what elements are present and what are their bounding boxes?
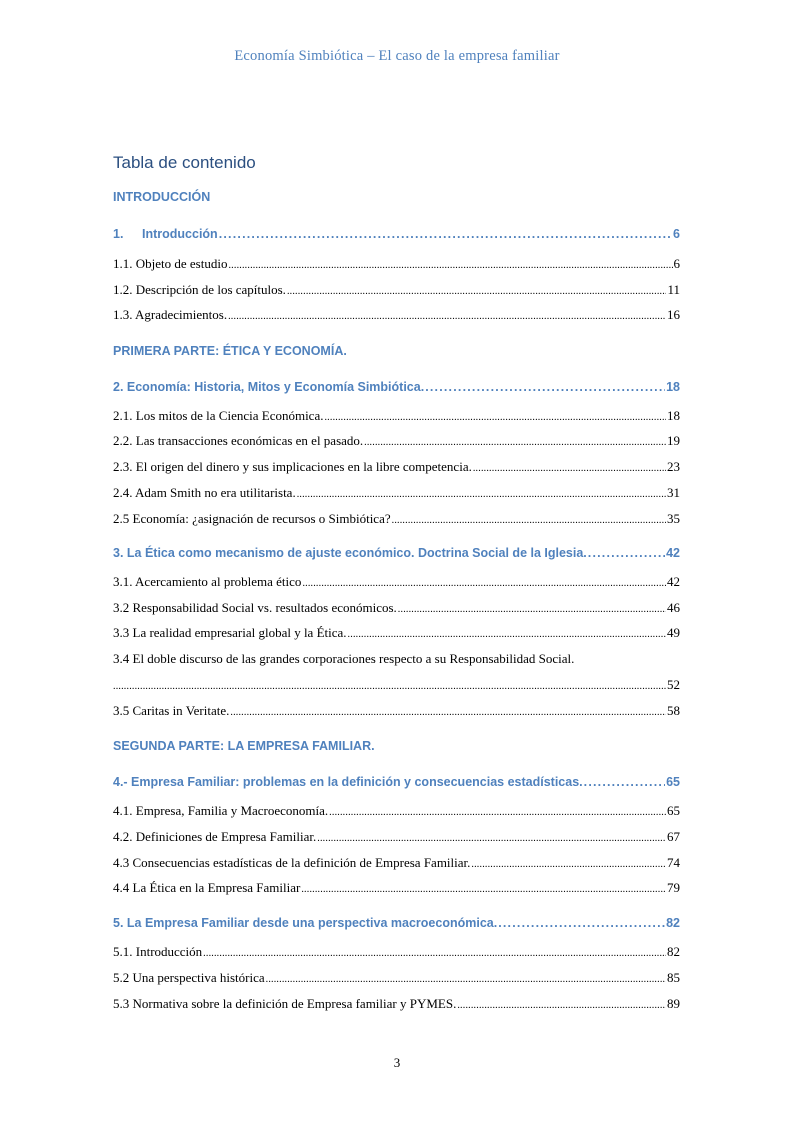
toc-entry-label: 1.1. Objeto de estudio xyxy=(113,256,228,271)
toc-entry-page: 65 xyxy=(666,775,680,789)
toc-entry-label: 3. La Ética como mecanismo de ajuste económico. Doctrina Social de la Iglesia. xyxy=(113,546,587,560)
toc-entry-2-2[interactable] xyxy=(113,433,680,451)
toc-entry-label: 3.2 Responsabilidad Social vs. resultados económicos. xyxy=(113,600,397,615)
toc-entry-page: 89 xyxy=(667,996,680,1011)
toc-title: Tabla de contenido xyxy=(113,153,256,172)
toc-entry-page: 11 xyxy=(667,282,680,297)
toc-entry-page: 6 xyxy=(673,227,680,241)
toc-entry-ch2[interactable] xyxy=(113,380,680,398)
part-heading-primera: PRIMERA PARTE: ÉTICA Y ECONOMÍA. xyxy=(113,344,347,358)
toc-entry-4-1[interactable] xyxy=(113,803,680,821)
toc-entry-page: 82 xyxy=(666,916,680,930)
toc-entry-4-3[interactable] xyxy=(113,855,680,873)
toc-entry-5-3[interactable] xyxy=(113,996,680,1014)
toc-entry-3-4-title[interactable] xyxy=(113,651,680,669)
toc-entry-page: 42 xyxy=(666,546,680,560)
toc-entry-label: 3.3 La realidad empresarial global y la Ética. xyxy=(113,625,347,640)
toc-entry-1-3[interactable] xyxy=(113,307,680,325)
toc-entry-page: 58 xyxy=(667,703,680,718)
toc-entry-page: 65 xyxy=(667,803,680,818)
dot-leader xyxy=(457,1000,666,1011)
toc-entry-page: 49 xyxy=(667,625,680,640)
toc-entry-label: 1.3. Agradecimientos. xyxy=(113,307,228,322)
toc-entry-label: 3.5 Caritas in Veritate. xyxy=(113,703,230,718)
toc-entry-label: 4.3 Consecuencias estadísticas de la definición de Empresa Familiar. xyxy=(113,855,471,870)
toc-entry-5-2[interactable] xyxy=(113,970,680,988)
toc-entry-4-4[interactable] xyxy=(113,880,680,898)
dot-leader xyxy=(230,707,666,718)
dot-leader xyxy=(203,948,666,959)
toc-entry-3-3[interactable] xyxy=(113,625,680,643)
toc-entry-label xyxy=(113,227,218,241)
dot-leader xyxy=(302,578,666,589)
toc-entry-label: 3.4 El doble discurso de las grandes corporaciones respecto a su Responsabilidad Social. xyxy=(113,651,575,666)
dot-leader xyxy=(471,859,666,870)
toc-entry-page: 18 xyxy=(667,408,680,423)
toc-entry-label: 5.3 Normativa sobre la definición de Empresa familiar y PYMES. xyxy=(113,996,457,1011)
toc-entry-ch4[interactable] xyxy=(113,775,680,793)
dot-leader xyxy=(317,833,666,844)
toc-entry-2-4[interactable] xyxy=(113,485,680,503)
toc-entry-label: 4.- Empresa Familiar: problemas en la definición y consecuencias estadísticas. xyxy=(113,775,583,789)
toc-entry-label: 1.2. Descripción de los capítulos. xyxy=(113,282,286,297)
toc-entry-label: 2. Economía: Historia, Mitos y Economía Simbiótica. xyxy=(113,380,425,394)
toc-entry-ch5[interactable] xyxy=(113,916,680,934)
dot-leader xyxy=(287,286,667,297)
dot-leader xyxy=(398,604,666,615)
toc-entry-label: 5.1. Introducción xyxy=(113,944,203,959)
toc-entry-page: 79 xyxy=(667,880,680,895)
dot-leader xyxy=(266,974,666,985)
dot-leader xyxy=(301,884,666,895)
running-header: Economía Simbiótica – El caso de la empresa familiar xyxy=(234,48,560,64)
toc-entry-page: 52 xyxy=(667,677,680,692)
toc-entry-label: 5.2 Una perspectiva histórica xyxy=(113,970,265,985)
toc-entry-page: 85 xyxy=(667,970,680,985)
dot-leader xyxy=(364,437,666,448)
toc-entry-5-1[interactable] xyxy=(113,944,680,962)
dot-leader xyxy=(324,412,666,423)
dot-leader xyxy=(228,260,672,271)
dot-leader xyxy=(113,681,666,692)
dot-leader xyxy=(425,380,665,394)
toc-entry-title: Introducción xyxy=(142,227,218,241)
toc-entry-label: 2.4. Adam Smith no era utilitarista. xyxy=(113,485,296,500)
toc-entry-page: 18 xyxy=(666,380,680,394)
toc-entry-2-5[interactable] xyxy=(113,511,680,529)
toc-entry-label: 2.3. El origen del dinero y sus implicaciones en la libre competencia. xyxy=(113,459,472,474)
dot-leader xyxy=(473,463,666,474)
part-heading-introduccion: INTRODUCCIÓN xyxy=(113,190,211,204)
toc-entry-label: 5. La Empresa Familiar desde una perspectiva macroeconómica. xyxy=(113,916,498,930)
toc-entry-page: 23 xyxy=(667,459,680,474)
toc-entry-ch3[interactable] xyxy=(113,546,680,564)
dot-leader xyxy=(329,807,666,818)
page-number: 3 xyxy=(393,1055,401,1070)
toc-entry-page: 31 xyxy=(667,485,680,500)
toc-entry-page: 74 xyxy=(667,855,680,870)
dot-leader xyxy=(228,311,666,322)
toc-entry-label: 4.2. Definiciones de Empresa Familiar. xyxy=(113,829,317,844)
toc-entry-label: 2.1. Los mitos de la Ciencia Económica. xyxy=(113,408,324,423)
toc-entry-page: 6 xyxy=(673,256,680,271)
toc-entry-2-3[interactable] xyxy=(113,459,680,477)
part-heading-segunda: SEGUNDA PARTE: LA EMPRESA FAMILIAR. xyxy=(113,739,375,753)
toc-entry-ch1[interactable] xyxy=(113,227,680,245)
toc-entry-1-2[interactable] xyxy=(113,282,680,300)
toc-entry-page: 82 xyxy=(667,944,680,959)
toc-entry-page: 42 xyxy=(667,574,680,589)
dot-leader xyxy=(219,227,672,241)
toc-entry-page: 35 xyxy=(667,511,680,526)
dot-leader xyxy=(588,546,665,560)
toc-entry-label: 2.2. Las transacciones económicas en el pasado. xyxy=(113,433,364,448)
dot-leader xyxy=(498,916,665,930)
dot-leader xyxy=(297,489,666,500)
toc-entry-page: 16 xyxy=(667,307,680,322)
toc-entry-page: 67 xyxy=(667,829,680,844)
toc-entry-label: 2.5 Economía: ¿asignación de recursos o Simbiótica? xyxy=(113,511,391,526)
toc-entry-number: 1. xyxy=(113,227,124,241)
toc-entry-3-2[interactable] xyxy=(113,600,680,618)
dot-leader xyxy=(392,515,666,526)
toc-entry-1-1[interactable] xyxy=(113,256,680,274)
toc-entry-3-5[interactable] xyxy=(113,703,680,721)
toc-entry-label: 4.1. Empresa, Familia y Macroeconomía. xyxy=(113,803,329,818)
dot-leader xyxy=(348,629,666,640)
toc-entry-4-2[interactable] xyxy=(113,829,680,847)
toc-entry-3-1[interactable] xyxy=(113,574,680,592)
toc-entry-3-4[interactable] xyxy=(113,677,680,695)
toc-entry-page: 46 xyxy=(667,600,680,615)
toc-entry-page: 19 xyxy=(667,433,680,448)
toc-entry-label: 3.1. Acercamiento al problema ético xyxy=(113,574,302,589)
toc-entry-label: 4.4 La Ética en la Empresa Familiar xyxy=(113,880,301,895)
dot-leader xyxy=(584,775,665,789)
toc-entry-2-1[interactable] xyxy=(113,408,680,426)
